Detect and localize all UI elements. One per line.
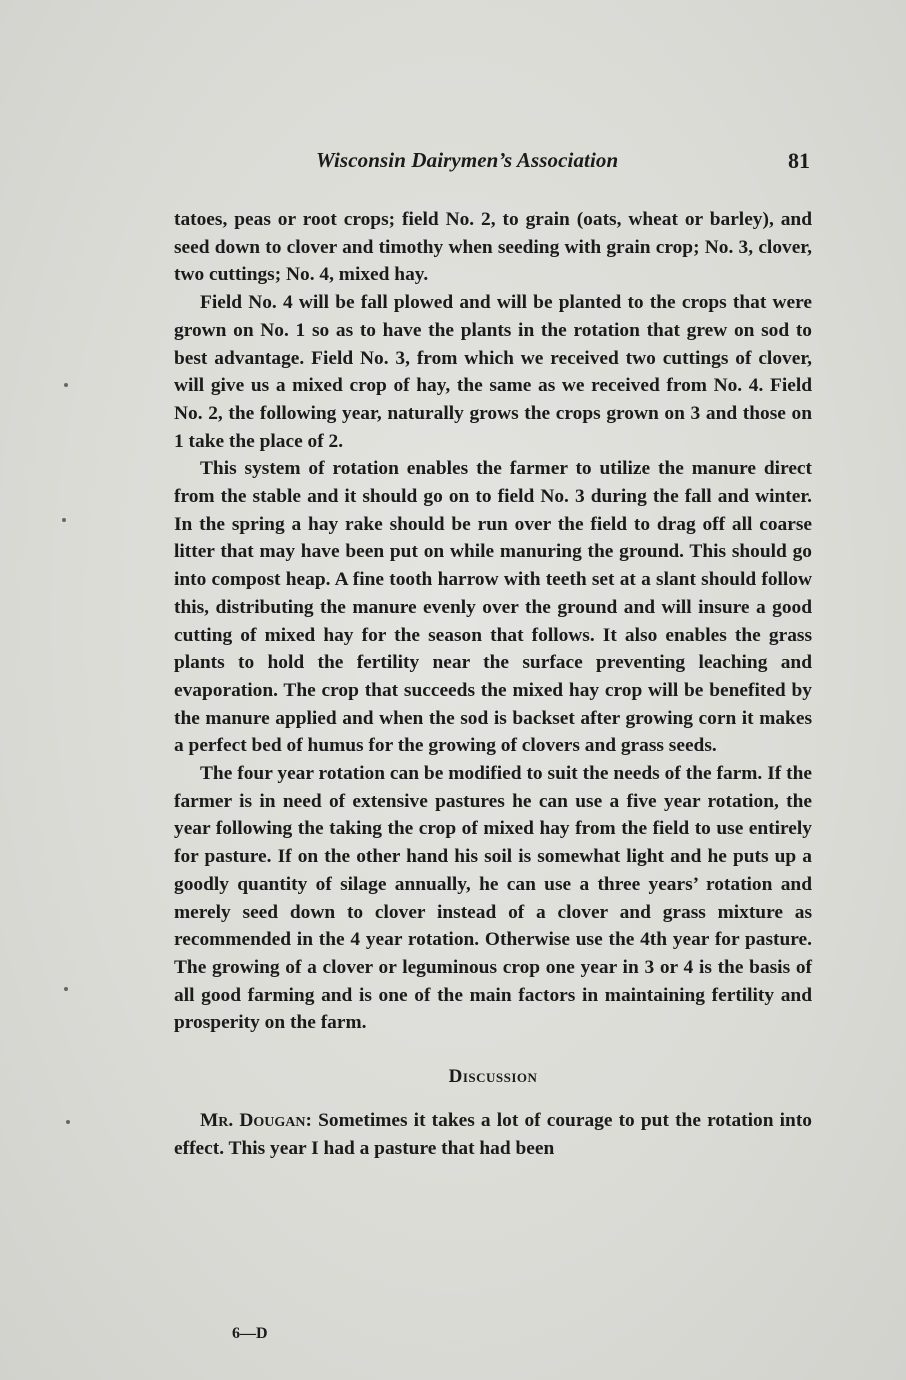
scan-speck-mark [66,1120,70,1124]
speaker-name: Mr. Dougan: [200,1109,312,1131]
discussion-text: Sometimes it takes a lot of courage to put the rotation into effect. This year I had a pasture that had been [174,1109,812,1159]
running-head: Wisconsin Dairymen’s Association [316,148,619,172]
scan-speck-mark [64,383,68,387]
scan-speck-mark [62,518,66,522]
page-number: 81 [788,148,810,173]
page-header [0,148,906,182]
paragraph: The four year rotation can be modified to suit the needs of the farm. If the farmer is in need of extensive pastures he can use a five year rotation, the year following the taking the crop of mixed hay from the field to use entirely for pasture. If on the other hand his soil is somewhat light and he puts up a goodly quantity of silage annually, he can use a three years’ rotation and merely seed down to clover instead of a clover and grass mixture as recommended in the 4 year rotation. Otherwise use the 4th year for pasture. The growing of a clover or leguminous crop one year in 3 or 4 is the basis of all good farming and is one of the main factors in maintaining fertility and prosperity on the farm. [174,763,812,1034]
paragraph: This system of rotation enables the farmer to utilize the manure direct from the stable and it should go on to field No. 3 during the fall and winter. In the spring a hay rake should be run over the field to drag off all coarse litter that may have been put on while manuring the ground. This should go into compost heap. A fine tooth harrow with teeth set at a slant should follow this, distributing the manure evenly over the ground and will insure a good cutting of mixed hay for the season that follows. It also enables the grass plants to hold the fertility near the surface preventing leaching and evaporation. The crop that succeeds the mixed hay crop will be benefited by the manure applied and when the sod is backset after growing corn it makes a perfect bed of humus for the growing of clovers and grass seeds. [174,458,812,757]
paragraph: tatoes, peas or root crops; field No. 2, to grain (oats, wheat or barley), and seed down to clover and timothy when seeding with grain crop; No. 3, clover, two cuttings; No. 4, mixed hay. [174,209,812,286]
paragraph: Field No. 4 will be fall plowed and will be planted to the crops that were grown on No. 1 so as to have the plants in the rotation that grew on sod to best advantage. Field No. 3, from which we received two cuttings of clover, will give us a mixed crop of hay, the same as we received from No. 4. Field No. 2, the following year, naturally grows the crops grown on 3 and those on 1 take the place of 2. [174,292,812,452]
body-text [174,206,812,1162]
scan-speck-mark [64,987,68,991]
discussion-paragraph [174,1107,812,1162]
signature-mark: 6—D [232,1325,268,1342]
discussion-heading: Discussion [448,1066,538,1088]
